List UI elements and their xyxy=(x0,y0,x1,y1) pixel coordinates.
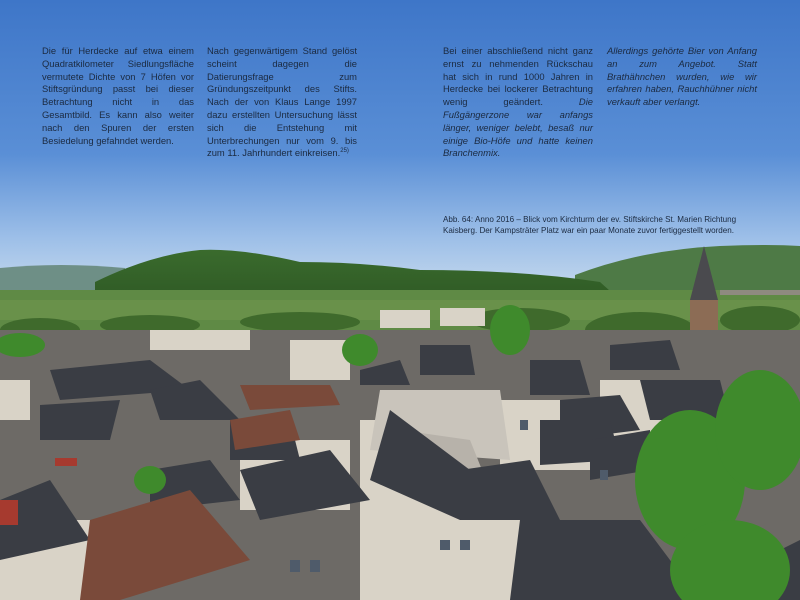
text-column-4 xyxy=(607,45,757,109)
paragraph-1: Die für Herdecke auf etwa einem Quadratkilometer Siedlungsfläche vermutete Dichte von 7 Höfen vor Stiftsgründung passt bei dieser Betrachtung nicht in das Gesamtbild. Es kann also weiter nach den Spuren der ersten Besiedelung gefahndet werden. xyxy=(42,45,194,146)
paragraph-2 xyxy=(207,45,357,160)
text-column-1 xyxy=(42,45,194,147)
paragraph-3-text: Bei einer abschließend nicht ganz ernst zu nehmenden Rückschau hat sich in rund 1000 Jahren in Herdecke bei lockerer Betrachtung wenig geändert. xyxy=(443,45,593,108)
viaduct xyxy=(720,290,800,295)
text-column-2 xyxy=(207,45,357,160)
paragraph-2-text: Nach gegenwärtigem Stand gelöst scheint dagegen die Datierungsfrage zum Gründungszeitpunkt des Stifts. Nach der von Klaus Lange 1997 dazu erstellten Untersuchung lässt sich die Entstehung mit Unterbrechungen nur vom 9. bis zum 11. Jahrhundert einkreisen. xyxy=(207,45,357,159)
text-column-3 xyxy=(443,45,593,160)
paragraph-3 xyxy=(443,45,593,160)
footnote-marker: 25) xyxy=(340,148,349,155)
paragraph-3-italic: Die Fußgängerzone war anfangs länger, weniger belebt, besaß nur einige Bio-Höfe und hatte keinen Branchenmix. xyxy=(443,96,593,159)
figure-caption: Abb. 64: Anno 2016 – Blick vom Kirchturm der ev. Stiftskirche St. Marien Richtung Kaisberg. Der Kampsträter Platz war ein paar Monate zuvor fertiggestellt worden. xyxy=(443,215,737,235)
paragraph-4-italic: Allerdings gehörte Bier von Anfang an zum Angebot. Statt Brathähnchen wurden, wie wir erfahren haben, Rauchhühner nicht verkauft aber verlangt. xyxy=(607,45,757,108)
